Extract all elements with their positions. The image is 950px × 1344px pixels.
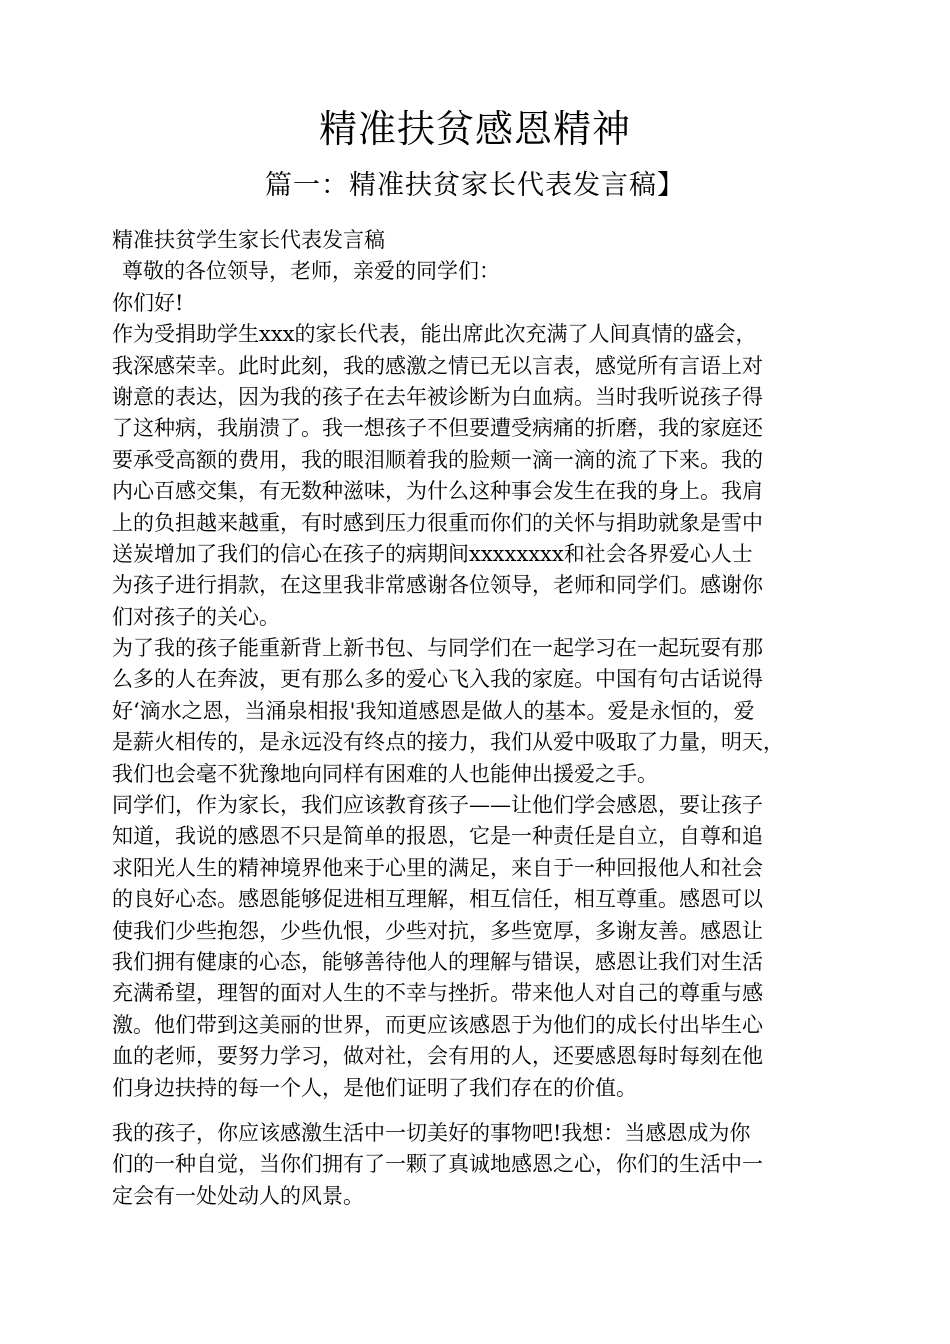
paragraph-line: 为孩子进行捐款，在这里我非常感谢各位领导，老师和同学们。感谢你 xyxy=(112,573,763,598)
paragraph-line: 充满希望，理智的面对人生的不幸与挫折。带来他人对自己的尊重与感 xyxy=(112,981,763,1006)
paragraph-line: 使我们少些抱怨，少些仇恨，少些对抗，多些宽厚，多谢友善。感恩让 xyxy=(112,918,763,943)
paragraph-line: 我们拥有健康的心态，能够善待他人的理解与错误，感恩让我们对生活 xyxy=(112,949,763,974)
paragraph-line: 我的孩子，你应该感激生活中一切美好的事物吧!我想：当感恩成为你 xyxy=(112,1120,751,1145)
paragraph-line: 我们也会毫不犹豫地向同样有困难的人也能伸出援爱之手。 xyxy=(112,761,658,786)
paragraph-line: 我深感荣幸。此时此刻，我的感激之情已无以言表，感觉所有言语上对 xyxy=(112,353,763,378)
paragraph-line: 谢意的表达，因为我的孩子在去年被诊断为白血病。当时我听说孩子得 xyxy=(112,384,763,409)
paragraph-line: 是薪火相传的，是永远没有终点的接力，我们从爱中吸取了力量，明天， xyxy=(112,730,784,755)
document-title: 精准扶贫感恩精神 xyxy=(318,107,631,151)
paragraph-line: 内心百感交集，有无数种滋味，为什么这种事会发生在我的身上。我肩 xyxy=(112,479,763,504)
paragraph-3 xyxy=(112,790,842,1104)
salutation: 尊敬的各位领导，老师，亲爱的同学们： xyxy=(122,259,500,284)
paragraph-line: 激。他们带到这美丽的世界，而更应该感恩于为他们的成长付出毕生心 xyxy=(112,1012,763,1037)
paragraph-line: 同学们，作为家长，我们应该教育孩子——让他们学会感恩，要让孩子 xyxy=(112,793,763,818)
paragraph-line: 为了我的孩子能重新背上新书包、与同学们在一起学习在一起玩耍有那 xyxy=(112,636,763,661)
paragraph-line: 知道，我说的感恩不只是简单的报恩，它是一种责任是自立，自尊和追 xyxy=(112,824,763,849)
paragraph-line: 血的老师，要努力学习，做对社，会有用的人，还要感恩每时每刻在他 xyxy=(112,1044,763,1069)
document-subtitle: 篇一：精准扶贫家长代表发言稿】 xyxy=(265,170,685,201)
paragraph-2 xyxy=(112,633,842,790)
paragraph-line: 么多的人在奔波，更有那么多的爱心飞入我的家庭。中国有句古话说得 xyxy=(112,667,763,692)
paragraph-line: 上的负担越来越重，有时感到压力很重而你们的关怀与捐助就象是雪中 xyxy=(112,510,763,535)
greeting: 你们好! xyxy=(112,290,184,315)
paragraph-line: 们的一种自觉，当你们拥有了一颗了真诚地感恩之心，你们的生活中一 xyxy=(112,1152,763,1177)
paragraph-line: 作为受捐助学生xxx的家长代表，能出席此次充满了人间真情的盛会， xyxy=(112,322,757,347)
paragraph-line: 好‘滴水之恩，当涌泉相报'我知道感恩是做人的基本。爱是永恒的，爱 xyxy=(112,698,755,723)
paragraph-line: 送炭增加了我们的信心在孩子的病期间xxxxxxxx和社会各界爱心人士 xyxy=(112,541,753,566)
paragraph-line: 要承受高额的费用，我的眼泪顺着我的脸颊一滴一滴的流了下来。我的 xyxy=(112,447,763,472)
paragraph-line: 了这种病，我崩溃了。我一想孩子不但要遭受病痛的折磨，我的家庭还 xyxy=(112,416,763,441)
document-body xyxy=(112,225,842,1212)
paragraph-line: 们对孩子的关心。 xyxy=(112,604,280,629)
speech-heading: 精准扶贫学生家长代表发言稿 xyxy=(112,228,385,252)
paragraph-1 xyxy=(112,319,842,633)
paragraph-spacer xyxy=(112,1104,842,1118)
paragraph-line: 们身边扶持的每一个人，是他们证明了我们存在的价值。 xyxy=(112,1075,637,1100)
paragraph-4 xyxy=(112,1118,842,1212)
paragraph-line: 的良好心态。感恩能够促进相互理解，相互信任，相互尊重。感恩可以 xyxy=(112,887,763,912)
paragraph-line: 定会有一处处动人的风景。 xyxy=(112,1183,364,1208)
paragraph-line: 求阳光人生的精神境界他来于心里的满足，来自于一种回报他人和社会 xyxy=(112,855,763,880)
